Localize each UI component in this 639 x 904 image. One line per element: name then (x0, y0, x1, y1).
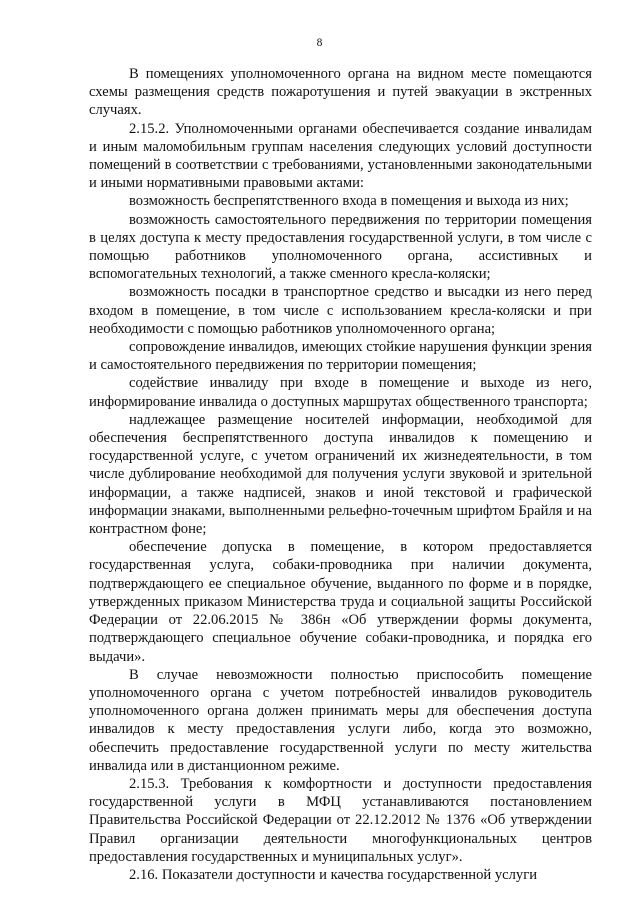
paragraph: 2.15.3. Требования к комфортности и доступности предоставления государственной услуги в МФЦ устанавливаются постановлением Правительства Российской Федерации от 22.12.2012 № 1376 «Об утверждении Правил организации деятельности многофункциональных центров предоставления государственных и муниципальных услуг». (89, 775, 592, 865)
paragraph: возможность беспрепятственного входа в помещения и выхода из них; (129, 193, 569, 210)
paragraph: содействие инвалиду при входе в помещение и выходе из него, информирование инвалида о доступных маршрутах общественного транспорта; (89, 375, 592, 410)
paragraph: возможность посадки в транспортное средство и высадки из него перед входом в помещение, в том числе с использованием кресла-коляски и при необходимости с помощью работников уполномоченного органа; (89, 284, 592, 337)
document-body (89, 65, 592, 884)
paragraph: обеспечение допуска в помещение, в котором предоставляется государственная услуга, собаки-проводника при наличии документа, подтверждающего ее специальное обучение, выданного по форме и в порядке, утвержденных приказом Министерства труда и социальной защиты Российской Федерации от 22.06.2015 № 386н «Об утверждении формы документа, подтверждающего специальное обучение собаки-проводника, и порядка его выдачи». (89, 539, 592, 665)
paragraph: В случае невозможности полностью приспособить помещение уполномоченного органа с учетом потребностей инвалидов руководитель уполномоченного органа должен принимать меры для обеспечения доступа инвалидов к месту предоставления услуги либо, когда это возможно, обеспечить предоставление государственной услуги по месту жительства инвалида или в дистанционном режиме. (89, 666, 592, 774)
paragraph: В помещениях уполномоченного органа на видном месте помещаются схемы размещения средств пожаротушения и путей эвакуации в экстренных случаях. (89, 66, 592, 119)
paragraph: 2.15.2. Уполномоченными органами обеспечивается создание инвалидам и иным маломобильным группам населения следующих условий доступности помещений в соответствии с требованиями, установленными законодательными и иными нормативными правовыми актами: (89, 120, 592, 192)
page-number: 8 (316, 37, 323, 49)
paragraph: надлежащее размещение носителей информации, необходимой для обеспечения беспрепятственного доступа инвалидов к помещению и государственной услуге, с учетом ограничений их жизнедеятельности, в том числе дублирование необходимой для получения услуги звуковой и зрительной информации, а также надписей, знаков и иной текстовой и графической информации знаками, выполненными рельефно-точечным шрифтом Брайля и на контрастном фоне; (89, 411, 592, 538)
section-heading: 2.16. Показатели доступности и качества государственной услуги (129, 866, 538, 883)
paragraph: сопровождение инвалидов, имеющих стойкие нарушения функции зрения и самостоятельного передвижения по территории помещения; (89, 339, 592, 374)
paragraph: возможность самостоятельного передвижения по территории помещения в целях доступа к месту предоставления государственной услуги, в том числе с помощью работников уполномоченного органа, ассистивных и вспомогательных технологий, а также сменного кресла-коляски; (89, 211, 592, 283)
